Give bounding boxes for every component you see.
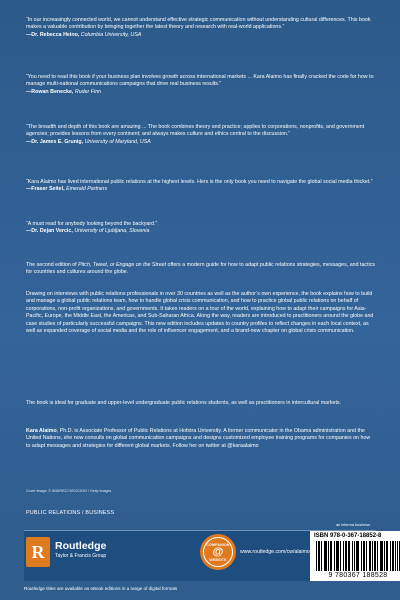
quote-4 bbox=[26, 179, 376, 194]
audience-paragraph: The book is ideal for graduate and upper-level undergraduate public relations students, as well as practitioners in intercultural markets. bbox=[26, 400, 342, 406]
publisher-name: Routledge bbox=[55, 540, 107, 552]
intro-paragraph: The second edition of Pitch, Tweet, or Engage on the Street offers a modern guide for how to adapt public relations strategies, messages, and tactics for countries and cultures around the globe. bbox=[26, 262, 376, 276]
publisher-subtitle: Taylor & Francis Group bbox=[55, 553, 107, 559]
quote-attribution: —Dr. Dejan Vercic, University of Ljubljana, Slovenia bbox=[26, 228, 150, 235]
quote-text: “A must read for anybody looking beyond the backyard.” bbox=[26, 221, 158, 227]
quote-text: “You need to read this book if your business plan involves growth across international markets ... Kara Alaimo has finally cracked the code for how to manage multi-national communications campaigns that drive real business results.” bbox=[26, 74, 374, 88]
isbn-number: ISBN 978-0-367-18852-8 bbox=[314, 533, 382, 539]
book-title: Pitch, Tweet, or Engage on the Street bbox=[78, 262, 167, 268]
at-sign-icon: @ bbox=[212, 545, 224, 558]
author-bio: Kara Alaimo, Ph.D. is Associate Professor of Public Relations at Hofstra University. A former communicator in the Obama administration and the United Nations, she now consults on global communication campaigns and designs customized employee training programs for companies on how to adapt messages and strategies for different global markets. Follow her on twitter at @karaalaimo bbox=[26, 428, 371, 449]
quote-text: “Kara Alaimo has lived international public relations at the highest levels. Hers is the only book you need to navigate the global social media thicket.” bbox=[26, 179, 373, 185]
isbn-barcode-box bbox=[310, 531, 400, 581]
barcode-number: 9 780367 188528 bbox=[328, 572, 388, 579]
author-name: Kara Alaimo bbox=[26, 428, 57, 434]
ebook-notice: Routledge titles are available as eBook editions in a range of digital formats bbox=[24, 586, 178, 591]
category-label: PUBLIC RELATIONS / BUSINESS bbox=[26, 510, 115, 516]
routledge-r-logo-icon: R bbox=[26, 537, 50, 567]
quote-text: “In our increasingly connected world, we cannot understand effective strategic communication without understanding cultural differences. This book makes a valuable contribution by bringing together the latest theory and research with real-world applications.” bbox=[26, 17, 371, 31]
cover-footer bbox=[0, 520, 400, 600]
quote-attribution: —Dr. James E. Grunig, University of Maryland, USA bbox=[26, 138, 151, 145]
companion-url[interactable]: www.routledge.com/cw/alaimo bbox=[240, 549, 310, 555]
publisher-bar bbox=[24, 530, 388, 581]
quote-text: “The breadth and depth of this book are amazing ... The book combines theory and practice; applies to corporations, nonprofits, and government agencies; provides lessons from every continent; and always makes culture and ethics central to the discussion.” bbox=[26, 124, 365, 138]
description-paragraph: Drawing on interviews with public relations professionals in over 30 countries as well as the author’s own experience, the book explains how to build and manage a global public relations team, how to handle global crisis communication, and how to practice global public relations on behalf of corporations, non-profit organizations, and governments. It takes readers on a tour of the world, explaining how to adapt their campaigns for Asia-Pacific, Europe, the Middle East, the Americas, and Sub-Saharan Africa. Along the way, readers are introduced to practitioners around the globe and case studies of particularly successful campaigns. This new edition includes updates to country profiles to reflect changes in each local context, as well as expanded coverage of social media and the role of influencer engagement, and a brand-new chapter on global crisis communication. bbox=[26, 291, 374, 335]
quote-3 bbox=[26, 124, 376, 146]
companion-website-badge: COMPANION @ WEBSITE bbox=[200, 534, 236, 570]
quote-1 bbox=[26, 17, 376, 39]
barcode-icon bbox=[316, 541, 400, 571]
quote-attribution: —Fraser Seitel, Emerald Partners bbox=[26, 186, 108, 193]
quote-attribution: —Rowan Benecke, Ruder Finn bbox=[26, 88, 102, 95]
quote-attribution: —Dr. Rebecca Heino, Columbia University, USA bbox=[26, 31, 142, 38]
cover-credit: Cover image: © ANDREZJ WOJCICKI / Getty Images bbox=[26, 489, 112, 493]
quote-2 bbox=[26, 74, 376, 96]
informa-tagline: an informa business bbox=[336, 523, 370, 527]
quote-5 bbox=[26, 221, 376, 236]
